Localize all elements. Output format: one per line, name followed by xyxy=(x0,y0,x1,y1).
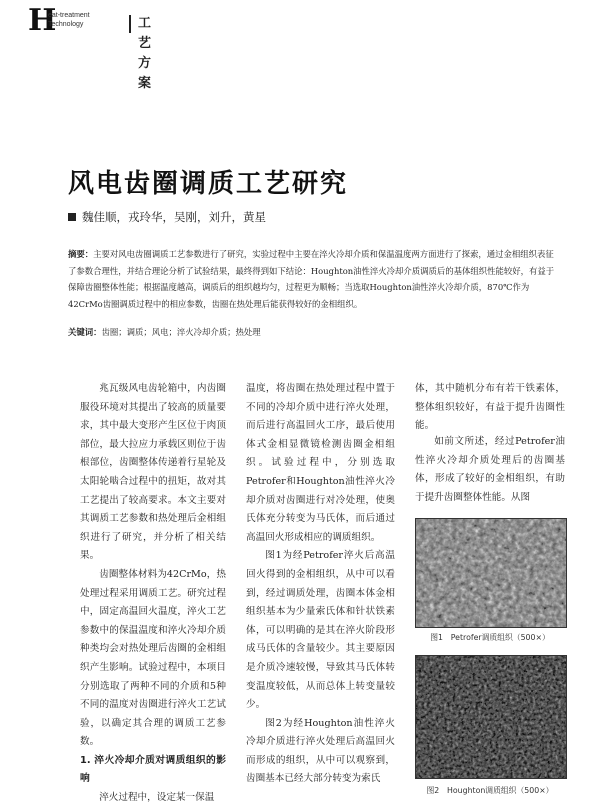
abstract-label: 摘要： xyxy=(68,249,94,259)
author-line xyxy=(68,209,266,225)
keywords-label: 关键词： xyxy=(68,327,102,337)
paragraph: 图1为经Petrofer淬火后高温回火得到的金相组织，从中可以看到，经过调质处理，齿圈本体金相组织基本为少量索氏体和针状铁素体，可以明确的是其在淬火阶段形成马氏体的含量较少。其主要原因是介质冷速较慢，导致其马氏体转变温度较低，从而总体上转变量较少。 xyxy=(246,550,395,711)
figure-2-caption: 图2 Houghton调质组织（500×） xyxy=(426,786,554,795)
body-column-1 xyxy=(80,380,226,808)
section-heading: 1. 淬火冷却介质对调质组织的影响 xyxy=(80,754,226,785)
body-column-2 xyxy=(246,380,395,789)
paragraph: 体，其中随机分布有若干铁素体，整体组织较好，有益于提升齿圈性能。 xyxy=(415,383,565,432)
paragraph: 兆瓦级风电齿轮箱中，内齿圈服役环境对其提出了较高的质量要求，其中最大变形产生区位于肉顶部位，最大拉应力承载区则位于齿根部位，齿圈整体传递着行星轮及太阳轮啮合过程中的扭矩，故对其工艺提出了较高要求。本文主要对其调质工艺参数和热处理后金相组织进行了研究，并分析了相关结果。 xyxy=(80,383,226,562)
abstract-text: 主要对风电齿圈调质工艺参数进行了研究，实验过程中主要在淬火冷却介质和保温温度两方面进行了探索，通过金相组织表征了参数合理性，并结合理论分析了试验结果，最终得到如下结论：Houghton油性淬火冷却介质调质后的基体组织性能较好，有益于保障齿圈整体性能；根据温度越高，调质后的组织越均匀，过程更为顺畅；当选取Houghton油性淬火冷却介质，870℃作为42CrMo齿圈调质过程中的相应参数，齿圈在热处理后能获得较好的金相组织。 xyxy=(68,249,555,309)
body-column-3-top xyxy=(415,380,565,436)
journal-logo-line2: Technology xyxy=(48,21,84,28)
paragraph: 如前文所述，经过Petrofer油性淬火冷却介质处理后的齿圈基体，形成了较好的金相组织，有助于提升齿圈整体性能。从图 xyxy=(415,436,565,503)
figure-1-caption: 图1 Petrofer调质组织（500×） xyxy=(430,633,550,642)
paragraph: 淬火过程中，设定某一保温 xyxy=(99,792,215,804)
figure-2-micrograph xyxy=(415,655,567,779)
body-column-3-mid xyxy=(415,433,565,507)
keywords-text: 齿圈；调质；风电；淬火冷却介质；热处理 xyxy=(101,327,261,337)
journal-logo-letter: H xyxy=(28,3,57,38)
abstract xyxy=(68,246,560,312)
square-bullet-icon xyxy=(68,213,76,221)
houghton-microstructure-image xyxy=(416,656,566,778)
paragraph: 温度，将齿圈在热处理过程中置于不同的冷却介质中进行淬火处理，而后进行高温回火工序，最后使用体式金相显微镜检测齿圈金相组织。试验过程中，分别选取Petrofer和Houghton油性淬火冷却介质对齿圈进行对冷处理，使奥氏体充分转变为马氏体，而后通过高温回火形成相应的调质组织。 xyxy=(246,383,395,543)
paragraph: 齿圈整体材料为42CrMo，热处理过程采用调质工艺。研究过程中，固定高温回火温度，淬火工艺参数中的保温温度和淬火冷却介质种类均会对热处理后齿圈的金相组织产生影响。试验过程中，本项目分别选取了两种不同的介质和5种不同的温度对齿圈进行淬火工艺试验，以确定其合理的调质工艺参数。 xyxy=(80,568,226,748)
figure-1-micrograph xyxy=(415,518,567,628)
journal-logo-text xyxy=(48,11,118,29)
journal-logo-line1: eat-treatment xyxy=(48,12,90,19)
section-label: 工艺方案 xyxy=(138,16,152,91)
paragraph: 图2为经Houghton油性淬火冷却介质进行淬火处理后高温回火而形成的组织，从中可以观察到，齿圈基本已经大部分转变为索氏 xyxy=(246,717,395,785)
keywords xyxy=(68,325,560,339)
petrofer-microstructure-image xyxy=(416,519,566,627)
article-title: 风电齿圈调质工艺研究 xyxy=(68,169,349,199)
header-divider xyxy=(129,15,131,33)
authors: 魏佳顺，戎玲华，吴刚，刘升，黄星 xyxy=(82,210,266,224)
